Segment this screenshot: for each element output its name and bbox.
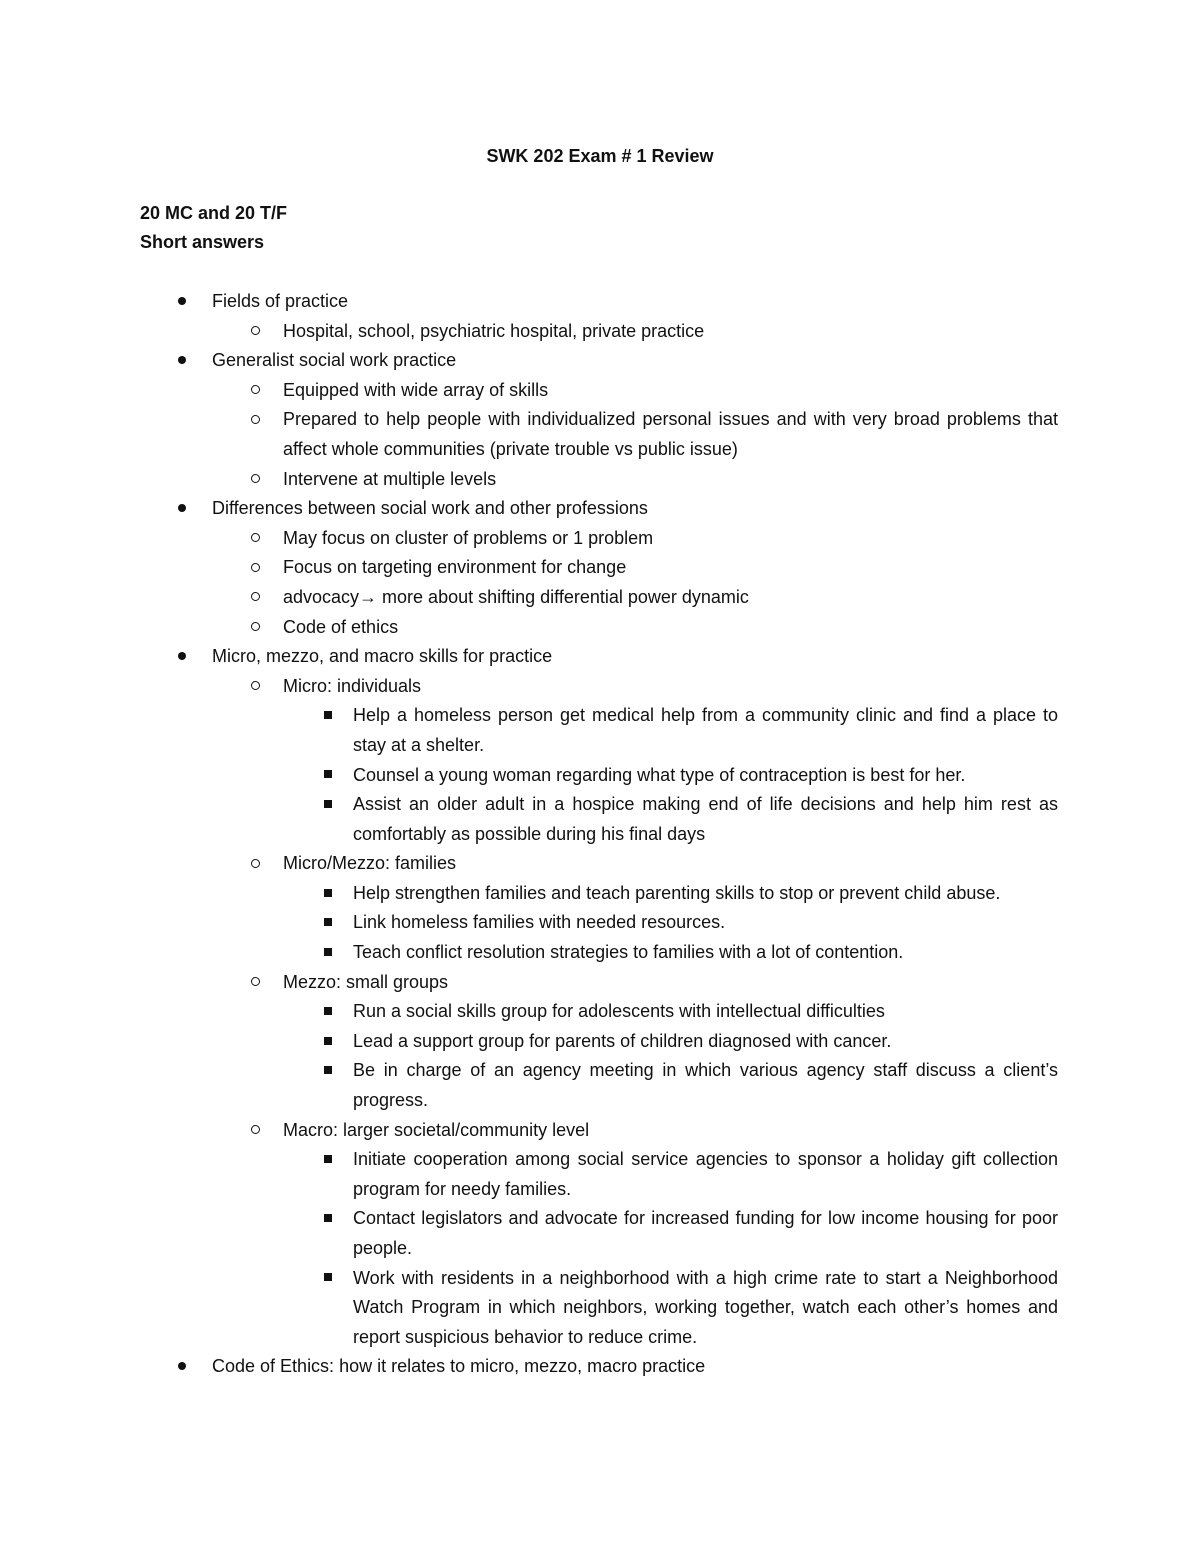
hollow-circle-bullet-icon (245, 376, 265, 406)
list-item-text: Focus on targeting environment for change (283, 557, 627, 578)
filled-square-bullet-icon (318, 701, 338, 731)
list-item (283, 1116, 1058, 1146)
list-item-text: Hospital, school, psychiatric hospital, private practice (283, 320, 705, 341)
list-item (353, 879, 1058, 909)
list-item-text: advocacy→ more about shifting differential power dynamic (283, 586, 749, 607)
hollow-circle-bullet-icon (245, 317, 265, 347)
list-item-text: Prepared to help people with individualized personal issues and with very broad problems that affect whole communities (private trouble vs public issue) (283, 409, 1058, 459)
list-item-text: Help strengthen families and teach parenting skills to stop or prevent child abuse. (353, 882, 1001, 903)
hollow-circle-bullet-icon (245, 583, 265, 613)
list-item (283, 553, 1058, 583)
list-item (212, 494, 1058, 524)
hollow-circle-bullet-icon (245, 553, 265, 583)
list-item (283, 405, 1058, 464)
filled-square-bullet-icon (318, 790, 338, 820)
list-item-text: Generalist social work practice (212, 350, 457, 371)
list-item (212, 346, 1058, 376)
list-item-text: Be in charge of an agency meeting in which various agency staff discuss a client’s progress. (353, 1060, 1058, 1111)
list-item (283, 317, 1058, 347)
short-answers-heading: Short answers (140, 232, 265, 252)
list-item (353, 1264, 1058, 1353)
list-item (353, 997, 1058, 1027)
filled-square-bullet-icon (318, 1027, 338, 1057)
list-item (283, 524, 1058, 554)
hollow-circle-bullet-icon (245, 405, 265, 435)
list-item (353, 1204, 1058, 1263)
filled-square-bullet-icon (318, 1145, 338, 1175)
list-item-text: Macro: larger societal/community level (283, 1119, 590, 1140)
hollow-circle-bullet-icon (245, 1116, 265, 1146)
list-item (212, 1352, 1058, 1382)
list-item (283, 376, 1058, 406)
list-item-text: Code of ethics (283, 616, 399, 637)
list-item-text: Micro/Mezzo: families (283, 853, 457, 874)
list-item (353, 1027, 1058, 1057)
hollow-circle-bullet-icon (245, 613, 265, 643)
filled-square-bullet-icon (318, 938, 338, 968)
exam-format-heading: 20 MC and 20 T/F (140, 203, 288, 223)
hollow-circle-bullet-icon (245, 968, 265, 998)
list-item-text: Intervene at multiple levels (283, 468, 497, 489)
hollow-circle-bullet-icon (245, 524, 265, 554)
filled-circle-bullet-icon (172, 494, 192, 524)
list-item-text: Counsel a young woman regarding what type of contraception is best for her. (353, 764, 966, 785)
list-item (283, 583, 1058, 613)
list-item (283, 849, 1058, 879)
list-item-text: Assist an older adult in a hospice making end of life decisions and help him rest as comfortably as possible during his final days (353, 794, 1058, 844)
list-item (212, 287, 1058, 317)
filled-circle-bullet-icon (172, 1352, 192, 1382)
filled-circle-bullet-icon (172, 642, 192, 672)
list-item (353, 701, 1058, 760)
list-item-text: Help a homeless person get medical help from a community clinic and find a place to stay at a shelter. (353, 705, 1058, 755)
list-item-text: Run a social skills group for adolescents with intellectual difficulties (353, 1001, 885, 1022)
filled-square-bullet-icon (318, 879, 338, 909)
list-item-text: Micro, mezzo, and macro skills for practice (212, 646, 553, 667)
list-item (283, 613, 1058, 643)
list-item-text: Teach conflict resolution strategies to families with a lot of contention. (353, 942, 904, 963)
list-item (353, 1145, 1058, 1204)
list-item-text: Work with residents in a neighborhood with a high crime rate to start a Neighborhood Watch Program in which neighbors, working together, watch each other’s homes and report suspicious behavior to reduce crime. (353, 1267, 1058, 1347)
list-item-text: Contact legislators and advocate for increased funding for low income housing for poor people. (353, 1208, 1058, 1258)
list-item (283, 672, 1058, 702)
filled-square-bullet-icon (318, 1204, 338, 1234)
list-item-text: Initiate cooperation among social service agencies to sponsor a holiday gift collection program for needy families. (353, 1149, 1058, 1199)
list-item-text: Differences between social work and other professions (212, 498, 648, 519)
list-item-text: Micro: individuals (283, 675, 422, 696)
list-item (353, 790, 1058, 849)
list-item (212, 642, 1058, 672)
filled-circle-bullet-icon (172, 287, 192, 317)
filled-circle-bullet-icon (172, 346, 192, 376)
list-item (353, 1056, 1058, 1115)
filled-square-bullet-icon (318, 761, 338, 791)
list-item-text: Fields of practice (212, 291, 349, 311)
list-item-text: Equipped with wide array of skills (283, 379, 549, 400)
review-outline (0, 287, 1200, 1382)
filled-square-bullet-icon (318, 1264, 338, 1294)
list-item-text: Code of Ethics: how it relates to micro, mezzo, macro practice (212, 1356, 706, 1377)
list-item (353, 938, 1058, 968)
hollow-circle-bullet-icon (245, 465, 265, 495)
list-item (353, 908, 1058, 938)
hollow-circle-bullet-icon (245, 672, 265, 702)
filled-square-bullet-icon (318, 1056, 338, 1086)
list-item-text: Lead a support group for parents of children diagnosed with cancer. (353, 1030, 892, 1051)
list-item (283, 465, 1058, 495)
list-item-text: May focus on cluster of problems or 1 problem (283, 527, 654, 548)
list-item (283, 968, 1058, 998)
list-item (353, 761, 1058, 791)
list-item-text: Mezzo: small groups (283, 971, 449, 992)
filled-square-bullet-icon (318, 908, 338, 938)
list-item-text: Link homeless families with needed resources. (353, 912, 726, 933)
hollow-circle-bullet-icon (245, 849, 265, 879)
filled-square-bullet-icon (318, 997, 338, 1027)
page-title: SWK 202 Exam # 1 Review (486, 146, 714, 166)
